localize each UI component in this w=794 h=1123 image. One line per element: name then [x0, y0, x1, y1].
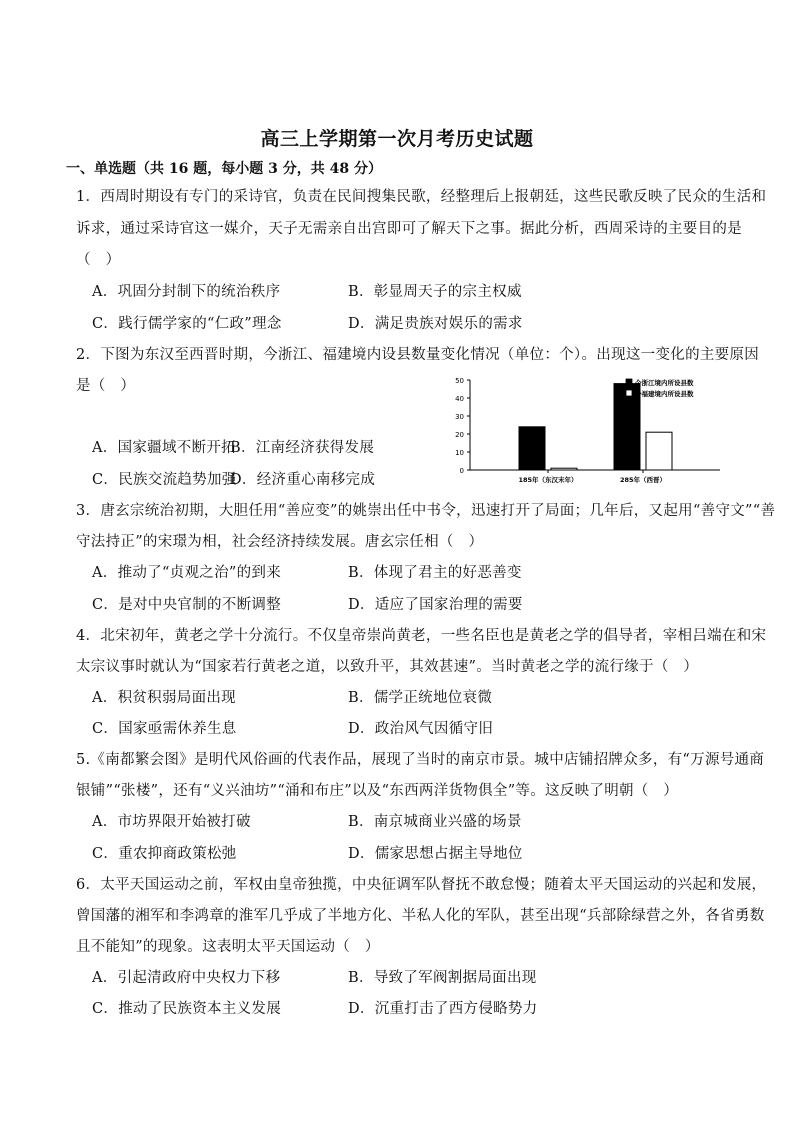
q2-option-a: A．国家疆域不断开拓	[92, 440, 236, 456]
legend-label: 今福建境内所设县数	[635, 390, 694, 398]
county-count-chart	[438, 372, 728, 492]
q2-option-d: D．经济重心南移完成	[230, 472, 376, 488]
q4-option-d: D．政治风气因循守旧	[348, 721, 494, 737]
q1-option-b: B．彰显周天子的宗主权威	[348, 284, 522, 300]
q5-option-d: D．儒家思想占据主导地位	[348, 846, 523, 862]
bar	[646, 432, 672, 470]
q6-line-2: 曾国藩的湘军和李鸿章的淮军几乎成了半地方化、半私人化的军队，甚至出现“兵部除绿营之外，各省勇数	[76, 908, 765, 924]
q5-option-a: A．市坊界限开始被打破	[92, 814, 251, 830]
q5-option-c: C．重农抑商政策松弛	[92, 846, 237, 862]
q3-option-a: A．推动了“贞观之治”的到来	[92, 565, 281, 581]
q3-line-1: 3．唐玄宗统治初期，大胆任用“善应变”的姚崇出任中书令，迅速打开了局面；几年后，又起用“善守文”“善	[76, 503, 776, 519]
q4-option-c: C．国家亟需休养生息	[92, 721, 237, 737]
q3-option-c: C．是对中央官制的不断调整	[92, 597, 281, 613]
q4-line-2: 太宗议事时就认为“国家若行黄老之道，以致升平，其效甚速”。当时黄老之学的流行缘于（ ）	[76, 659, 699, 675]
q6-option-a: A．引起清政府中央权力下移	[92, 970, 281, 986]
q3-option-b: B．体现了君主的好恶善变	[348, 565, 522, 581]
q5-line-2: 银铺”“张楼”，还有“义兴油坊”“涌和布庄”以及“东西两洋货物俱全”等。这反映了明朝（ ）	[76, 783, 679, 799]
y-tick-label: 0	[459, 467, 464, 475]
y-tick-label: 10	[455, 449, 464, 457]
x-tick-label: 285年（西晋）	[619, 476, 667, 484]
x-tick-label: 185年（东汉末年）	[518, 476, 578, 484]
q6-option-b: B．导致了军阀割据局面出现	[348, 970, 537, 986]
q1-option-d: D．满足贵族对娱乐的需求	[348, 316, 523, 332]
q4-option-b: B．儒学正统地位衰微	[348, 690, 493, 706]
legend-swatch	[626, 390, 632, 396]
q5-option-b: B．南京城商业兴盛的场景	[348, 814, 522, 830]
legend-swatch	[626, 379, 632, 385]
q3-option-d: D．适应了国家治理的需要	[348, 597, 523, 613]
q4-option-a: A．积贫积弱局面出现	[92, 690, 236, 706]
page-title: 高三上学期第一次月考历史试题	[260, 128, 534, 150]
q1-option-c: C．践行儒学家的“仁政”理念	[92, 316, 282, 332]
q2-line-2: 是（ ）	[76, 378, 136, 394]
q1-line-3: （ ）	[76, 252, 121, 268]
q2-option-b: B．江南经济获得发展	[230, 440, 375, 456]
q4-line-1: 4．北宋初年，黄老之学十分流行。不仅皇帝崇尚黄老，一些名臣也是黄老之学的倡导者，宰相吕端在和宋	[76, 628, 767, 644]
q3-line-2: 守法持正”的宋璟为相，社会经济持续发展。唐玄宗任相（ ）	[76, 534, 484, 550]
y-tick-label: 20	[455, 431, 464, 439]
q5-line-1: 5.《南都繁会图》是明代风俗画的代表作品，展现了当时的南京市景。城中店铺招牌众多，有“万源号通商	[76, 752, 765, 768]
legend-label: 今浙江境内所设县数	[635, 379, 694, 387]
q2-line-1: 2．下图为东汉至西晋时期，今浙江、福建境内设县数量变化情况（单位：个）。出现这一变化的主要原因	[76, 347, 760, 363]
bar	[551, 468, 577, 470]
y-tick-label: 40	[455, 395, 464, 403]
section-heading: 一、单选题（共 16 题，每小题 3 分，共 48 分）	[66, 161, 382, 177]
q6-option-c: C．推动了民族资本主义发展	[92, 1001, 281, 1017]
y-tick-label: 30	[455, 413, 464, 421]
q1-line-2: 诉求，通过采诗官这一媒介，天子无需亲自出宫即可了解天下之事。据此分析，西周采诗的主要目的是	[76, 221, 742, 237]
q6-line-3: 且不能知”的现象。这表明太平天国运动（ ）	[76, 939, 380, 955]
q2-option-c: C．民族交流趋势加强	[92, 472, 237, 488]
bar	[519, 427, 545, 470]
q6-option-d: D．沉重打击了西方侵略势力	[348, 1001, 538, 1017]
q6-line-1: 6．太平天国运动之前，军权由皇帝独揽，中央征调军队督抚不敢怠慢；随着太平天国运动的兴起和发展，	[76, 877, 767, 893]
q1-option-a: A．巩固分封制下的统治秩序	[92, 284, 281, 300]
y-tick-label: 50	[455, 377, 464, 385]
q1-line-1: 1．西周时期设有专门的采诗官，负责在民间搜集民歌，经整理后上报朝廷，这些民歌反映了民众的生活和	[76, 189, 767, 205]
